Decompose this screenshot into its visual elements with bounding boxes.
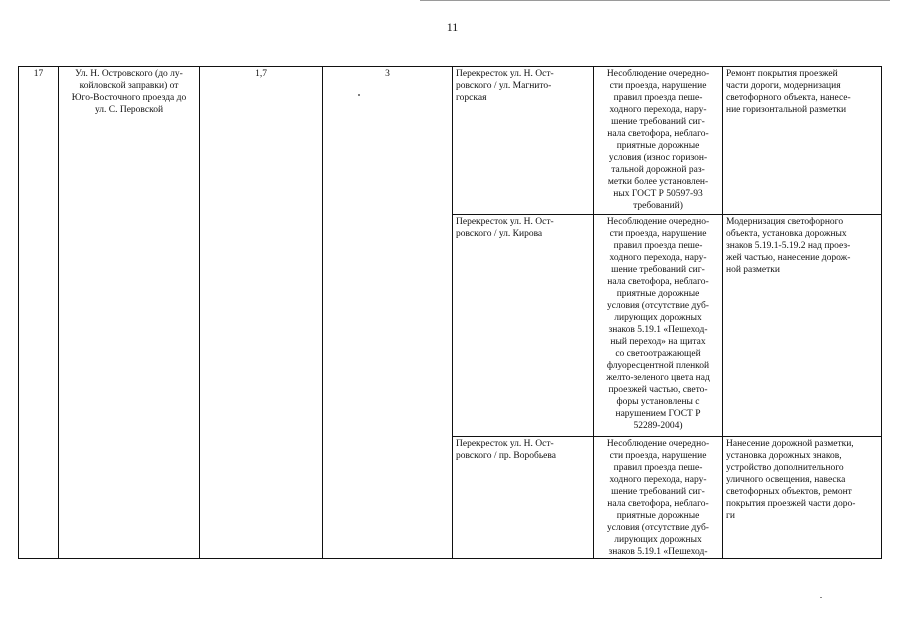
table-row xyxy=(19,67,882,215)
scan-speck xyxy=(820,597,822,598)
violations-text: Несоблюдение очередно- сти проезда, нарушение правил проезда пеше- ходного перехода, нару- шение требований сиг- нала светофора, неблаго- приятные дорожные условия (износ горизон- тальной дорожной раз- метки более установлен- ных ГОСТ Р 50597-93 требований) xyxy=(606,69,710,211)
measures-cell xyxy=(723,437,882,559)
intersection-text: Перекресток ул. Н. Ост- ровского / ул. Кирова xyxy=(456,217,554,239)
road-safety-table xyxy=(18,66,882,559)
intersection-text: Перекресток ул. Н. Ост- ровского / пр. Воробьева xyxy=(456,439,556,461)
row-number: 17 xyxy=(33,69,44,79)
violations-text: Несоблюдение очередно- сти проезда, нарушение правил проезда пеше- ходного перехода, нару- шение требований сиг- нала светофора, неблаго- приятные дорожные условия (отсутствие дуб- лирующих дорожных знаков 5.19.1 «Пешеход- ный переход» на щитах со светоотражающей флуоресцентной пленкой желто-зеленого цвета над проезжей частью, свето- форы установлены с нарушением ГОСТ Р 52289-2004) xyxy=(606,217,710,431)
top-scan-rule xyxy=(420,0,890,1)
intersection-cell xyxy=(453,67,594,215)
measures-text: Ремонт покрытия проезжей части дороги, модернизация светофорного объекта, нанесе- ние горизонтальной разметки xyxy=(726,69,851,115)
page-number: 11 xyxy=(446,20,459,34)
value-1: 1,7 xyxy=(255,69,267,79)
violations-text: Несоблюдение очередно- сти проезда, нарушение правил проезда пеше- ходного перехода, нару- шение требований сиг- нала светофора, неблаго- приятные дорожные условия (отсутствие дуб- лирующих дорожных знаков 5.19.1 «Пешеход- xyxy=(606,439,710,557)
measures-text: Модернизация светофорного объекта, установка дорожных знаков 5.19.1-5.19.2 над проез- жей частью, нанесение дорож- ной разметки xyxy=(726,217,851,275)
violations-cell xyxy=(594,437,723,559)
intersection-cell xyxy=(453,215,594,437)
row-number-cell xyxy=(19,67,59,559)
intersection-cell xyxy=(453,437,594,559)
measures-cell xyxy=(723,67,882,215)
violations-cell xyxy=(594,215,723,437)
value-2: 3 xyxy=(385,69,390,79)
value-1-cell xyxy=(200,67,323,559)
violations-cell xyxy=(594,67,723,215)
intersection-text: Перекресток ул. Н. Ост- ровского / ул. Магнито- горская xyxy=(456,69,554,103)
street-section-cell xyxy=(59,67,200,559)
street-section-text: Ул. Н. Островского (до лу- койловской заправки) от Юго-Восточного проезда до ул. С. Перовской xyxy=(71,69,187,115)
value-2-cell xyxy=(323,67,453,559)
measures-text: Нанесение дорожной разметки, установка дорожных знаков, устройство дополнительного уличного освещения, навеска светофорных объектов, ремонт покрытия проезжей части доро- ги xyxy=(726,439,856,521)
measures-cell xyxy=(723,215,882,437)
